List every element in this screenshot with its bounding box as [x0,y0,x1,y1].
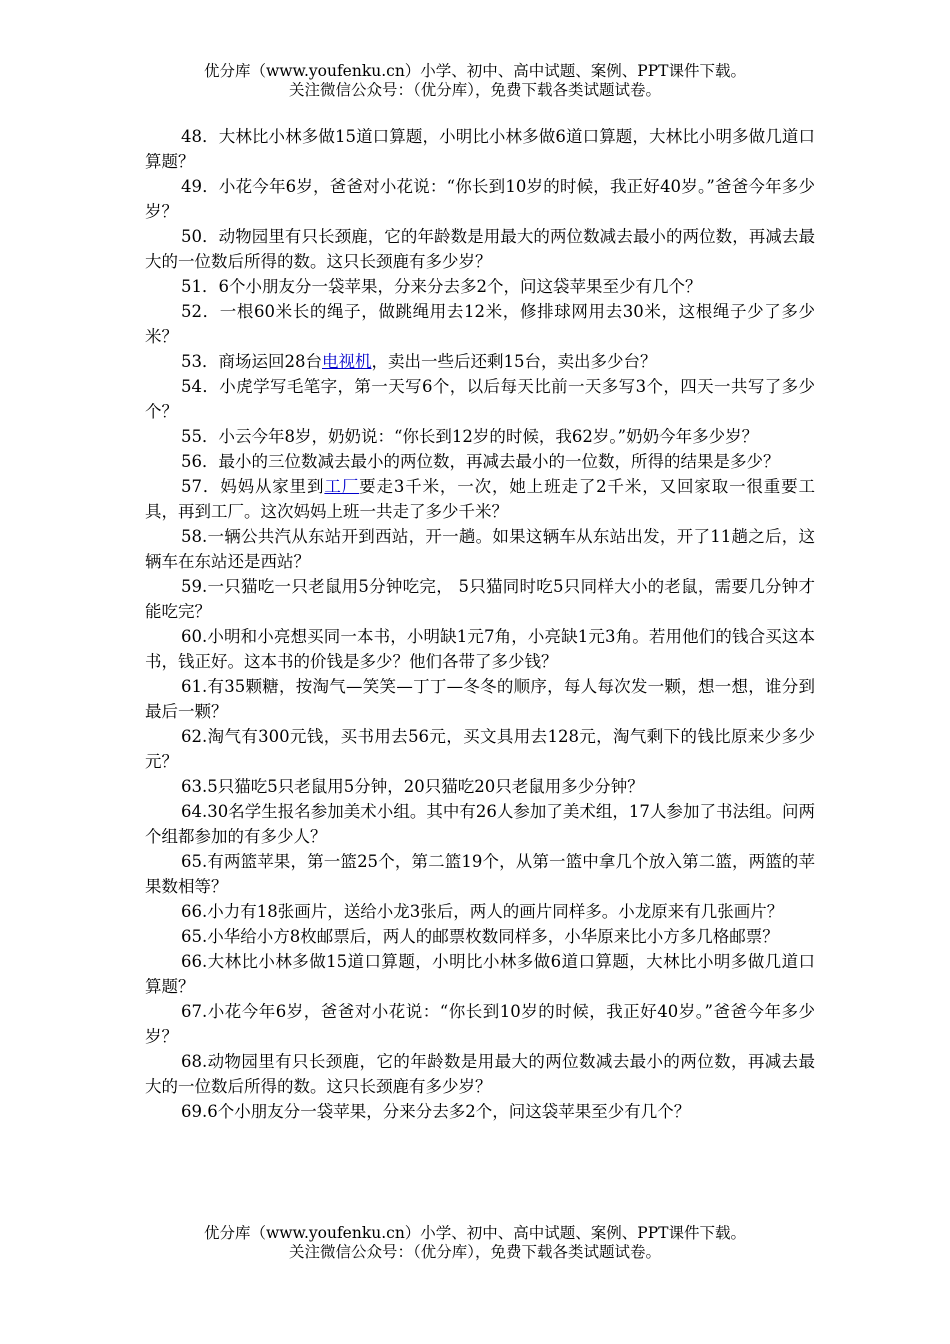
question-62: 62.淘气有300元钱，买书用去56元，买文具用去128元，淘气剩下的钱比原来少多少元？ [145,727,815,771]
question-69: 69.6个小朋友分一袋苹果，分来分去多2个，问这袋苹果至少有几个？ [181,1102,691,1121]
question-63: 63.5只猫吃5只老鼠用5分钟，20只猫吃20只老鼠用多少分钟？ [181,777,644,796]
question-57-text-start: 57．妈妈从家里到 [181,477,325,496]
question-56: 56．最小的三位数减去最小的两位数，再减去最小的一位数，所得的结果是多少？ [181,452,780,471]
question-66: 66.小力有18张画片，送给小龙3张后，两人的画片同样多。小龙原来有几张画片？ [181,902,784,921]
question-55: 55．小云今年8岁，奶奶说：“你长到12岁的时候，我62岁。”奶奶今年多少岁？ [181,427,759,446]
question-50: 50．动物园里有只长颈鹿，它的年龄数是用最大的两位数减去最小的两位数，再减去最大的一位数后所得的数。这只长颈鹿有多少岁？ [145,227,815,271]
question-67: 67.小花今年6岁，爸爸对小花说：“你长到10岁的时候，我正好40岁。”爸爸今年多少岁？ [145,1002,815,1046]
header-line-1: 优分库（www.youfenku.cn）小学、初中、高中试题、案例、PPT课件下载。 [203,62,747,80]
question-48: 48．大林比小林多做15道口算题，小明比小林多做6道口算题，大林比小明多做几道口算题？ [145,127,815,171]
question-53-text-end: ，卖出一些后还剩15台，卖出多少台？ [371,352,657,371]
question-54: 54．小虎学写毛笔字，第一天写6个，以后每天比前一天多写3个，四天一共写了多少个？ [145,377,815,421]
question-58: 58.一辆公共汽从东站开到西站，开一趟。如果这辆车从东站出发，开了11趟之后，这辆车在东站还是西站？ [145,527,815,571]
question-list [145,124,815,1124]
question-66-repeat: 66.大林比小林多做15道口算题，小明比小林多做6道口算题，大林比小明多做几道口算题？ [145,952,815,996]
question-60: 60.小明和小亮想买同一本书，小明缺1元7角，小亮缺1元3角。若用他们的钱合买这本书，钱正好。这本书的价钱是多少？他们各带了多少钱？ [145,627,815,671]
footer-line-1: 优分库（www.youfenku.cn）小学、初中、高中试题、案例、PPT课件下载。 [203,1224,747,1242]
question-52: 52．一根60米长的绳子，做跳绳用去12米，修排球网用去30米，这根绳子少了多少米？ [145,302,815,346]
question-49: 49．小花今年6岁，爸爸对小花说：“你长到10岁的时候，我正好40岁。”爸爸今年多少岁？ [145,177,815,221]
tv-link[interactable]: 电视机 [322,352,372,371]
question-61: 61.有35颗糖，按淘气—笑笑—丁丁—冬冬的顺序，每人每次发一颗，想一想，谁分到最后一颗？ [145,677,815,721]
page-footer [0,1224,950,1262]
question-53 [145,349,815,374]
question-57-text-end: 要走3千米，一次，她上班走了2千米，又回家取一很重要工具，再到工厂。这次妈妈上班一共走了多少千米？ [145,477,816,521]
question-53-text-start: 53．商场运回28台 [181,352,322,371]
factory-link[interactable]: 工厂 [324,477,360,496]
page-header [0,62,950,100]
question-59: 59.一只猫吃一只老鼠用5分钟吃完， 5只猫同时吃5只同样大小的老鼠，需要几分钟才能吃完？ [145,577,815,621]
question-57 [145,474,815,524]
question-51: 51．6个小朋友分一袋苹果，分来分去多2个，问这袋苹果至少有几个？ [181,277,702,296]
question-65-repeat: 65.小华给小方8枚邮票后，两人的邮票枚数同样多，小华原来比小方多几格邮票？ [181,927,779,946]
question-68: 68.动物园里有只长颈鹿，它的年龄数是用最大的两位数减去最小的两位数，再减去最大的一位数后所得的数。这只长颈鹿有多少岁？ [145,1052,815,1096]
question-64: 64.30名学生报名参加美术小组。其中有26人参加了美术组，17人参加了书法组。问两个组都参加的有多少人？ [145,802,815,846]
header-line-2: 关注微信公众号：（优分库），免费下载各类试题试卷。 [288,81,661,99]
question-65: 65.有两篮苹果，第一篮25个，第二篮19个，从第一篮中拿几个放入第二篮，两篮的苹果数相等？ [145,852,815,896]
footer-line-2: 关注微信公众号：（优分库），免费下载各类试题试卷。 [288,1243,661,1261]
